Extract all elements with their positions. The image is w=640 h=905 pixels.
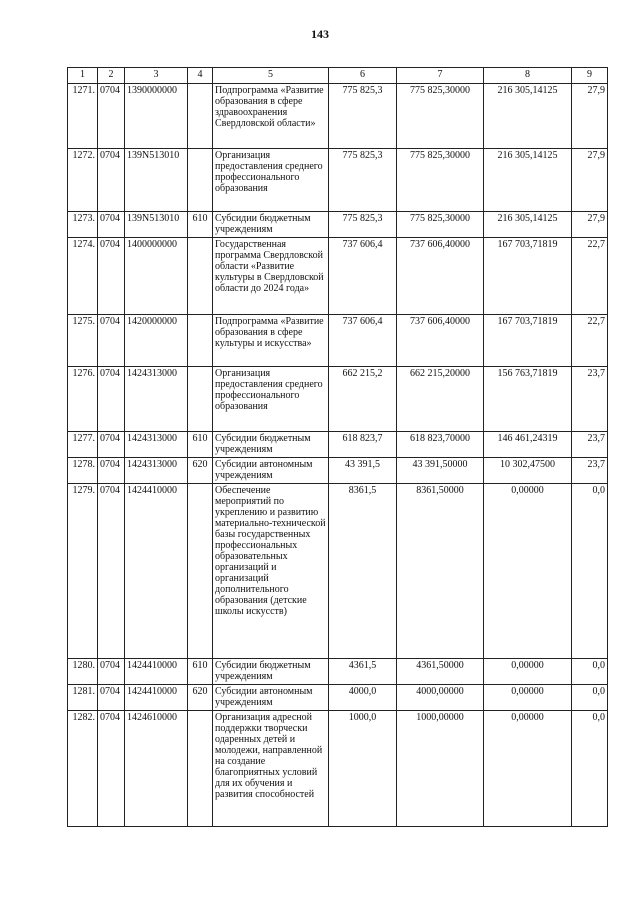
column-header: 5 bbox=[213, 68, 329, 84]
table-row bbox=[68, 84, 608, 149]
table-row bbox=[68, 149, 608, 212]
item-name-cell: Субсидии автономным учреждениям bbox=[213, 685, 329, 711]
executed-amount-cell: 0,00000 bbox=[484, 659, 572, 685]
row-number-cell: 1275. bbox=[68, 315, 98, 367]
target-article-cell: 1420000000 bbox=[125, 315, 188, 367]
section-code-cell: 0704 bbox=[98, 458, 125, 484]
item-name-cell: Подпрограмма «Развитие образования в сфере культуры и искусства» bbox=[213, 315, 329, 367]
section-code-cell: 0704 bbox=[98, 659, 125, 685]
planned-amount-cell: 1000,0 bbox=[329, 711, 397, 827]
executed-amount-cell: 216 305,14125 bbox=[484, 149, 572, 212]
column-header: 2 bbox=[98, 68, 125, 84]
column-header: 6 bbox=[329, 68, 397, 84]
percent-cell: 23,7 bbox=[572, 458, 608, 484]
executed-amount-cell: 0,00000 bbox=[484, 484, 572, 659]
approved-amount-cell: 775 825,30000 bbox=[397, 149, 484, 212]
section-code-cell: 0704 bbox=[98, 84, 125, 149]
item-name-cell: Субсидии бюджетным учреждениям bbox=[213, 659, 329, 685]
row-number-cell: 1271. bbox=[68, 84, 98, 149]
planned-amount-cell: 618 823,7 bbox=[329, 432, 397, 458]
row-number-cell: 1277. bbox=[68, 432, 98, 458]
table-row bbox=[68, 484, 608, 659]
executed-amount-cell: 167 703,71819 bbox=[484, 315, 572, 367]
percent-cell: 27,9 bbox=[572, 212, 608, 238]
table-row bbox=[68, 212, 608, 238]
planned-amount-cell: 775 825,3 bbox=[329, 84, 397, 149]
page-number: 143 bbox=[311, 27, 329, 41]
percent-cell: 23,7 bbox=[572, 432, 608, 458]
column-header: 9 bbox=[572, 68, 608, 84]
row-number-cell: 1272. bbox=[68, 149, 98, 212]
section-code-cell: 0704 bbox=[98, 315, 125, 367]
expense-type-cell bbox=[188, 84, 213, 149]
section-code-cell: 0704 bbox=[98, 685, 125, 711]
section-code-cell: 0704 bbox=[98, 711, 125, 827]
executed-amount-cell: 0,00000 bbox=[484, 711, 572, 827]
expense-type-cell: 610 bbox=[188, 432, 213, 458]
planned-amount-cell: 4000,0 bbox=[329, 685, 397, 711]
approved-amount-cell: 43 391,50000 bbox=[397, 458, 484, 484]
section-code-cell: 0704 bbox=[98, 367, 125, 432]
row-number-cell: 1279. bbox=[68, 484, 98, 659]
section-code-cell: 0704 bbox=[98, 238, 125, 315]
percent-cell: 22,7 bbox=[572, 315, 608, 367]
target-article-cell: 1424410000 bbox=[125, 484, 188, 659]
percent-cell: 0,0 bbox=[572, 685, 608, 711]
planned-amount-cell: 662 215,2 bbox=[329, 367, 397, 432]
planned-amount-cell: 775 825,3 bbox=[329, 149, 397, 212]
row-number-cell: 1280. bbox=[68, 659, 98, 685]
executed-amount-cell: 216 305,14125 bbox=[484, 84, 572, 149]
approved-amount-cell: 737 606,40000 bbox=[397, 315, 484, 367]
section-code-cell: 0704 bbox=[98, 484, 125, 659]
executed-amount-cell: 0,00000 bbox=[484, 685, 572, 711]
column-header: 4 bbox=[188, 68, 213, 84]
column-header: 1 bbox=[68, 68, 98, 84]
expense-type-cell bbox=[188, 367, 213, 432]
target-article-cell: 1424610000 bbox=[125, 711, 188, 827]
target-article-cell: 1390000000 bbox=[125, 84, 188, 149]
target-article-cell: 139N513010 bbox=[125, 212, 188, 238]
expense-type-cell bbox=[188, 711, 213, 827]
item-name-cell: Субсидии бюджетным учреждениям bbox=[213, 212, 329, 238]
approved-amount-cell: 8361,50000 bbox=[397, 484, 484, 659]
approved-amount-cell: 662 215,20000 bbox=[397, 367, 484, 432]
expense-type-cell bbox=[188, 149, 213, 212]
column-header: 7 bbox=[397, 68, 484, 84]
section-code-cell: 0704 bbox=[98, 149, 125, 212]
target-article-cell: 1424410000 bbox=[125, 659, 188, 685]
row-number-cell: 1282. bbox=[68, 711, 98, 827]
table-row bbox=[68, 659, 608, 685]
executed-amount-cell: 156 763,71819 bbox=[484, 367, 572, 432]
section-code-cell: 0704 bbox=[98, 212, 125, 238]
percent-cell: 22,7 bbox=[572, 238, 608, 315]
table-row bbox=[68, 315, 608, 367]
row-number-cell: 1278. bbox=[68, 458, 98, 484]
table-row bbox=[68, 238, 608, 315]
executed-amount-cell: 10 302,47500 bbox=[484, 458, 572, 484]
percent-cell: 27,9 bbox=[572, 149, 608, 212]
expense-type-cell: 620 bbox=[188, 458, 213, 484]
item-name-cell: Субсидии бюджетным учреждениям bbox=[213, 432, 329, 458]
table-row bbox=[68, 432, 608, 458]
planned-amount-cell: 737 606,4 bbox=[329, 315, 397, 367]
approved-amount-cell: 737 606,40000 bbox=[397, 238, 484, 315]
table-body bbox=[68, 84, 608, 827]
percent-cell: 0,0 bbox=[572, 659, 608, 685]
table-row bbox=[68, 711, 608, 827]
executed-amount-cell: 216 305,14125 bbox=[484, 212, 572, 238]
column-header: 3 bbox=[125, 68, 188, 84]
column-header: 8 bbox=[484, 68, 572, 84]
header-row bbox=[68, 68, 608, 84]
expense-type-cell bbox=[188, 315, 213, 367]
item-name-cell: Обеспечение мероприятий по укреплению и развитию материально-технической базы государственных профессиональных образовательных организаций и организаций дополнительного образования (детские школы искусств) bbox=[213, 484, 329, 659]
target-article-cell: 1424313000 bbox=[125, 458, 188, 484]
approved-amount-cell: 1000,00000 bbox=[397, 711, 484, 827]
row-number-cell: 1276. bbox=[68, 367, 98, 432]
approved-amount-cell: 775 825,30000 bbox=[397, 84, 484, 149]
target-article-cell: 1424313000 bbox=[125, 432, 188, 458]
target-article-cell: 139N513010 bbox=[125, 149, 188, 212]
row-number-cell: 1281. bbox=[68, 685, 98, 711]
target-article-cell: 1400000000 bbox=[125, 238, 188, 315]
planned-amount-cell: 43 391,5 bbox=[329, 458, 397, 484]
approved-amount-cell: 4000,00000 bbox=[397, 685, 484, 711]
approved-amount-cell: 775 825,30000 bbox=[397, 212, 484, 238]
approved-amount-cell: 4361,50000 bbox=[397, 659, 484, 685]
percent-cell: 0,0 bbox=[572, 484, 608, 659]
row-number-cell: 1273. bbox=[68, 212, 98, 238]
expense-type-cell: 620 bbox=[188, 685, 213, 711]
item-name-cell: Организация адресной поддержки творчески одаренных детей и молодежи, направленной на создание благоприятных условий для их обучения и развития способностей bbox=[213, 711, 329, 827]
executed-amount-cell: 146 461,24319 bbox=[484, 432, 572, 458]
item-name-cell: Государственная программа Свердловской области «Развитие культуры в Свердловской области до 2024 года» bbox=[213, 238, 329, 315]
item-name-cell: Организация предоставления среднего профессионального образования bbox=[213, 149, 329, 212]
table-row bbox=[68, 685, 608, 711]
table-row bbox=[68, 367, 608, 432]
row-number-cell: 1274. bbox=[68, 238, 98, 315]
item-name-cell: Организация предоставления среднего профессионального образования bbox=[213, 367, 329, 432]
percent-cell: 23,7 bbox=[572, 367, 608, 432]
planned-amount-cell: 737 606,4 bbox=[329, 238, 397, 315]
target-article-cell: 1424313000 bbox=[125, 367, 188, 432]
section-code-cell: 0704 bbox=[98, 432, 125, 458]
budget-table bbox=[67, 67, 608, 827]
executed-amount-cell: 167 703,71819 bbox=[484, 238, 572, 315]
expense-type-cell: 610 bbox=[188, 212, 213, 238]
table-row bbox=[68, 458, 608, 484]
planned-amount-cell: 8361,5 bbox=[329, 484, 397, 659]
percent-cell: 0,0 bbox=[572, 711, 608, 827]
approved-amount-cell: 618 823,70000 bbox=[397, 432, 484, 458]
target-article-cell: 1424410000 bbox=[125, 685, 188, 711]
planned-amount-cell: 775 825,3 bbox=[329, 212, 397, 238]
expense-type-cell bbox=[188, 238, 213, 315]
percent-cell: 27,9 bbox=[572, 84, 608, 149]
item-name-cell: Подпрограмма «Развитие образования в сфере здравоохранения Свердловской области» bbox=[213, 84, 329, 149]
expense-type-cell: 610 bbox=[188, 659, 213, 685]
item-name-cell: Субсидии автономным учреждениям bbox=[213, 458, 329, 484]
planned-amount-cell: 4361,5 bbox=[329, 659, 397, 685]
expense-type-cell bbox=[188, 484, 213, 659]
